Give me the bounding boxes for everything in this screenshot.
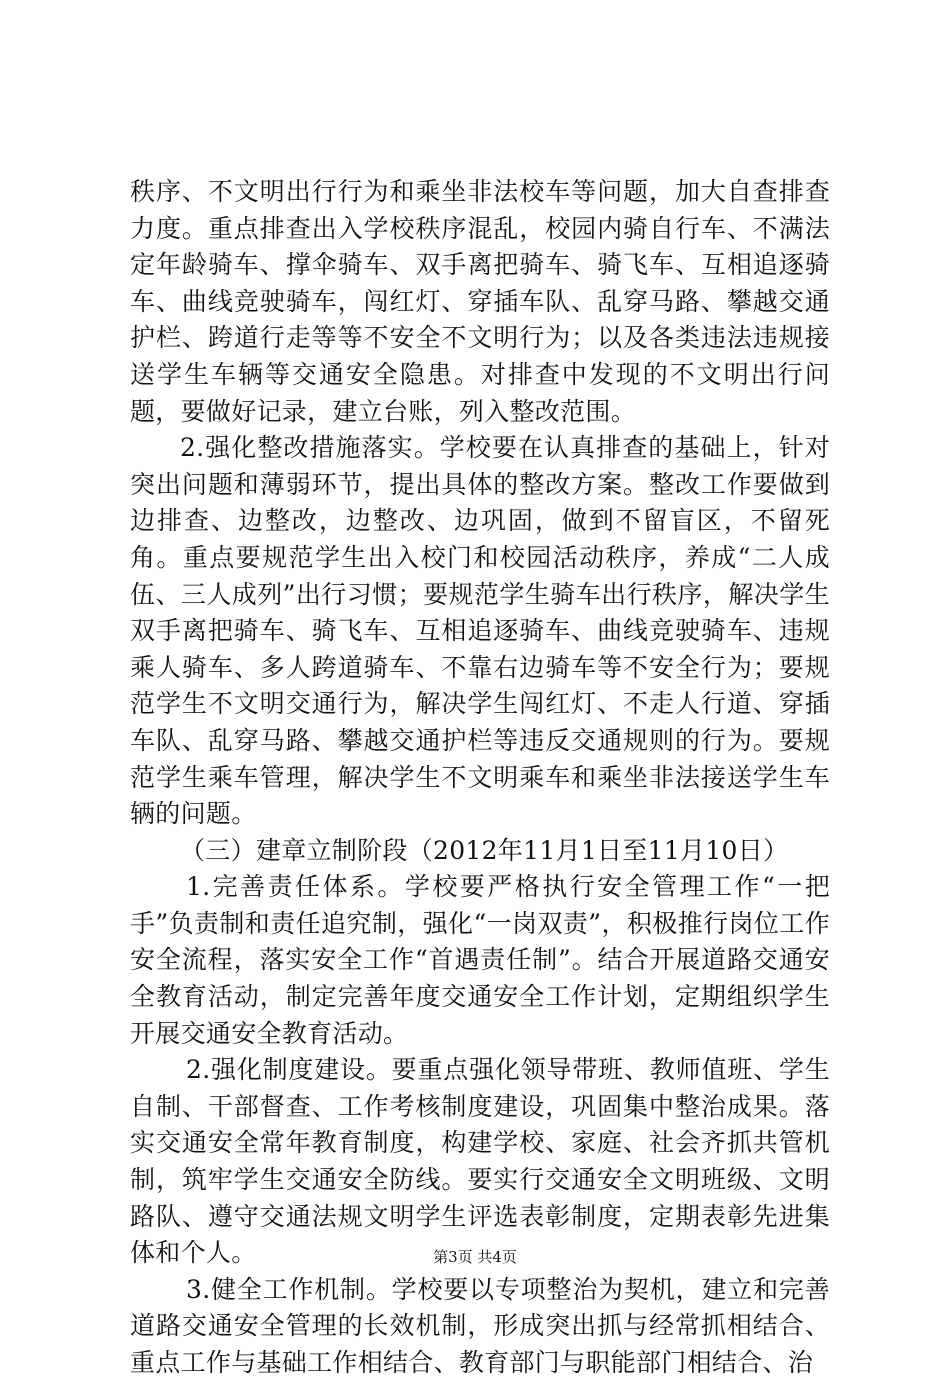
paragraph-work-mechanism: 3.健全工作机制。学校要以专项整治为契机，建立和完善道路交通安全管理的长效机制，形成突出抓与经常抓相结合、重点工作与基础工作相结合、教育部门与职能部门相结合、治 <box>130 1274 830 1377</box>
document-body <box>130 174 830 1382</box>
paragraph-system-building: 2.强化制度建设。要重点强化领导带班、教师值班、学生自制、干部督查、工作考核制度建设，巩固集中整治成果。落实交通安全常年教育制度，构建学校、家庭、社会齐抓共管机制，筑牢学生交通安全防线。要实行交通安全文明班级、文明路队、遵守交通法规文明学生评选表彰制度，定期表彰先进集体和个人。 <box>130 1055 830 1268</box>
paragraph-inspection-details: 秩序、不文明出行行为和乘坐非法校车等问题，加大自查排查力度。重点排查出入学校秩序混乱，校园内骑自行车、不满法定年龄骑车、撑伞骑车、双手离把骑车、骑飞车、互相追逐骑车、曲线竞驶骑车，闯红灯、穿插车队、乱穿马路、攀越交通护栏、跨道行走等等不安全不文明行为；以及各类违法违规接送学生车辆等交通安全隐患。对排查中发现的不文明出行问题，要做好记录，建立台账，列入整改范围。 <box>130 177 830 426</box>
paragraph-responsibility-system: 1.完善责任体系。学校要严格执行安全管理工作“一把手”负责制和责任追究制，强化“一岗双责”，积极推行岗位工作安全流程，落实安全工作“首遇责任制”。结合开展道路交通安全教育活动，制定完善年度交通安全工作计划，定期组织学生开展交通安全教育活动。 <box>130 872 830 1048</box>
paragraph-rectification-measures: 2.强化整改措施落实。学校要在认真排查的基础上，针对突出问题和薄弱环节，提出具体的整改方案。整改工作要做到边排查、边整改，边整改、边巩固，做到不留盲区，不留死角。重点要规范学生出入校门和校园活动秩序，养成“二人成伍、三人成列”出行习惯；要规范学生骑车出行秩序，解决学生双手离把骑车、骑飞车、互相追逐骑车、曲线竞驶骑车、违规乘人骑车、多人跨道骑车、不靠右边骑车等不安全行为；要规范学生不文明交通行为，解决学生闯红灯、不走人行道、穿插车队、乱穿马路、攀越交通护栏等违反交通规则的行为。要规范学生乘车管理，解决学生不文明乘车和乘坐非法接送学生车辆的问题。 <box>130 433 830 829</box>
page-footer: 第3页 共4页 <box>433 1248 517 1266</box>
section-heading-stage-three: （三）建章立制阶段（2012年11月1日至11月10日） <box>180 835 789 865</box>
